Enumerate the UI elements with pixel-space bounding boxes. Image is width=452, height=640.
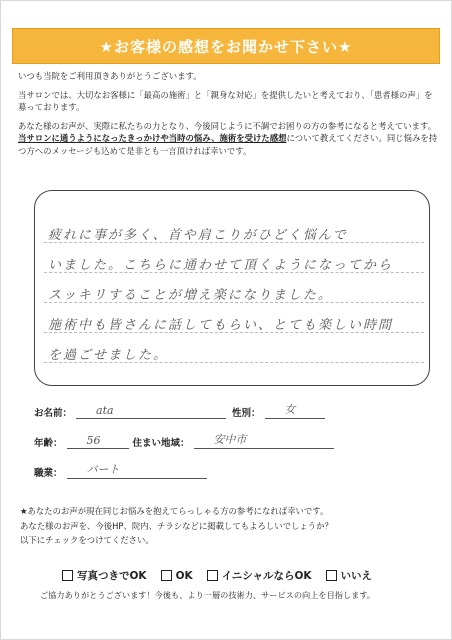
note-line-2: あなた様のお声を、今後HP、院内、チラシなどに掲載してもよろしいでしょうか？ bbox=[20, 520, 333, 531]
option-label: OK bbox=[175, 569, 193, 582]
area-field[interactable] bbox=[194, 434, 334, 449]
gender-label: 性別： bbox=[232, 408, 261, 419]
intro-line-3a: あなた様のお声が、実際に私たちの力となり、今後同じように不調でお困りの方の参考になると考えています。 bbox=[18, 120, 437, 131]
gender-value: 女 bbox=[284, 403, 296, 416]
name-gender-row bbox=[34, 404, 325, 419]
intro-line-1: いつも当院をご利用頂きありがとうございます。 bbox=[18, 71, 202, 81]
note-line-3: 以下にチェックをつけてください。 bbox=[20, 535, 154, 545]
checkbox[interactable] bbox=[161, 570, 172, 581]
name-field[interactable] bbox=[76, 404, 226, 419]
area-label: 住まい地域： bbox=[132, 438, 190, 449]
name-value: ata bbox=[96, 404, 114, 417]
option-ok[interactable] bbox=[161, 568, 193, 583]
name-label: お名前： bbox=[34, 408, 73, 419]
option-photo-ok[interactable] bbox=[62, 568, 147, 583]
age-value: 56 bbox=[86, 434, 101, 447]
handwriting-line-5: を過ごせました。 bbox=[48, 348, 169, 363]
age-field[interactable] bbox=[67, 434, 129, 449]
checkbox[interactable] bbox=[62, 570, 73, 581]
intro-highlight: 当サロンに通うようになったきっかけや当時の悩み、施術を受けた感想 bbox=[18, 133, 287, 144]
handwriting-line-1: 疲れに事が多く、首や肩こりがひどく悩んで bbox=[48, 228, 348, 243]
job-label: 職業： bbox=[34, 468, 63, 479]
option-label: イニシャルならOK bbox=[221, 570, 312, 582]
consent-options bbox=[62, 568, 372, 583]
age-area-row bbox=[34, 434, 334, 449]
checkbox[interactable] bbox=[207, 570, 218, 581]
note-line-1: ★あなたのお声が現在同じお悩みを抱えてらっしゃる方の参考になれば幸いです。 bbox=[20, 506, 329, 516]
handwriting-line-3: スッキリすることが増え楽になりました。 bbox=[48, 288, 333, 303]
option-no[interactable] bbox=[326, 568, 373, 583]
consent-note bbox=[20, 504, 440, 548]
gender-field[interactable] bbox=[265, 404, 325, 419]
job-field[interactable] bbox=[67, 464, 207, 479]
intro-line-3b: について教えてください。同じ悩みを持つ方へのメッセージも込めて是非とも一言頂ければ幸いです。 bbox=[18, 133, 438, 156]
option-label: いいえ bbox=[340, 570, 373, 582]
option-initials-ok[interactable] bbox=[207, 568, 312, 583]
area-value: 安中市 bbox=[213, 433, 247, 446]
handwriting-line-4: 施術中も皆さんに話してもらい、とても楽しい時間 bbox=[48, 318, 394, 333]
job-value: パート bbox=[86, 463, 120, 476]
banner-title: ★お客様の感想をお聞かせ下さい★ bbox=[99, 37, 353, 56]
handwriting-line-2: いました。こちらに通わせて頂くようになってから bbox=[48, 258, 394, 273]
intro-line-2: 当サロンでは、大切なお客様に「最高の施術」と「親身な対応」を提供したいと考えており、「患者様の声」を募っております。 bbox=[18, 89, 433, 113]
option-label: 写真つきでOK bbox=[77, 570, 147, 582]
age-label: 年齢： bbox=[34, 438, 63, 449]
checkbox[interactable] bbox=[326, 570, 337, 581]
intro-text bbox=[18, 70, 438, 164]
thanks-text: ご協力ありがとうございます！今後も、より一層の技術力、サービスの向上を目指します。 bbox=[40, 590, 376, 600]
intro-line-3 bbox=[18, 120, 438, 158]
title-banner bbox=[12, 28, 440, 64]
job-row bbox=[34, 464, 207, 479]
